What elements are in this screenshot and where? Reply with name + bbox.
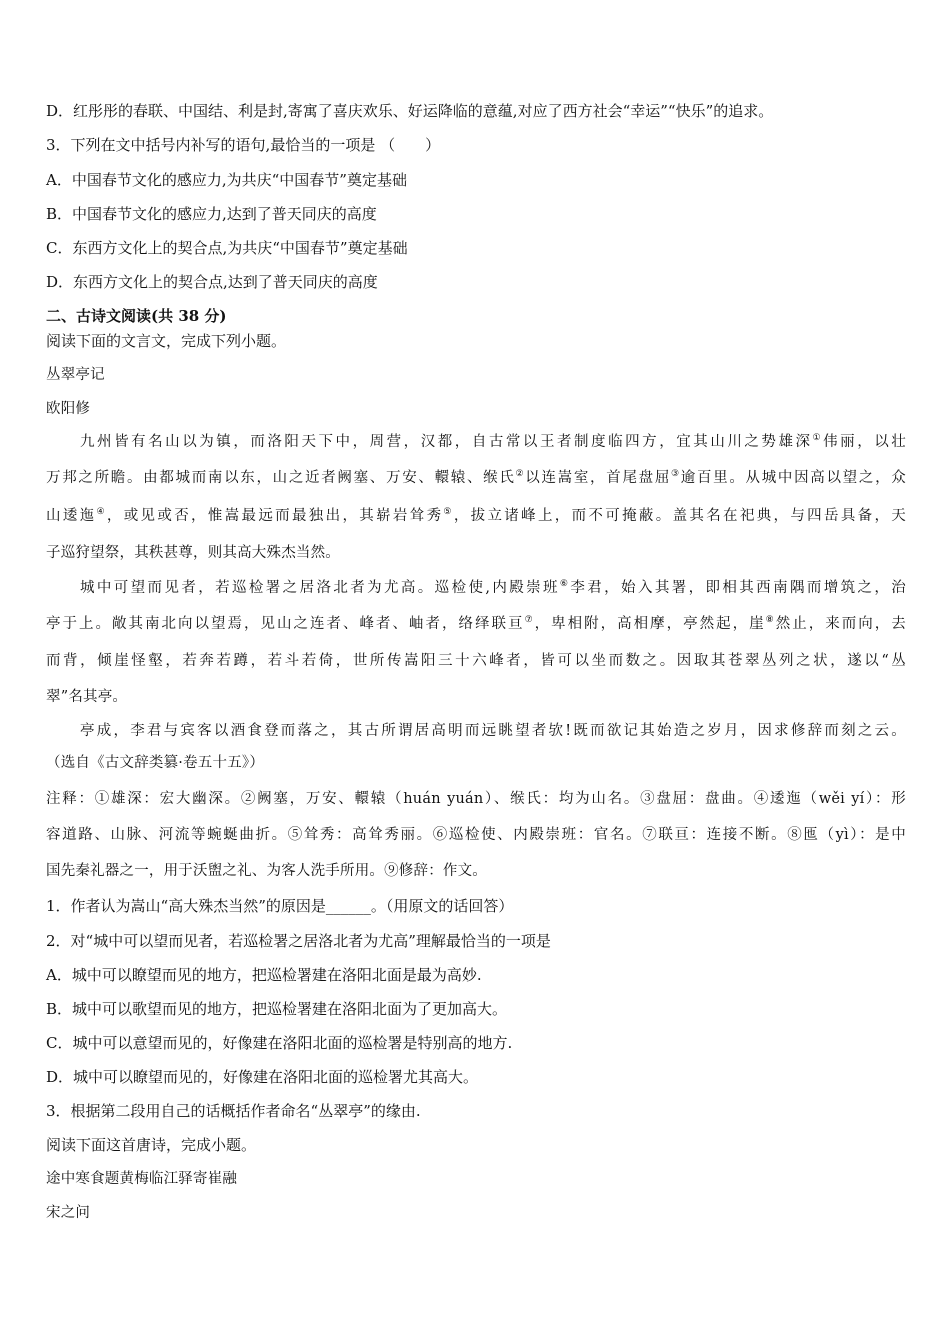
text-span: ，卑相附，高相摩，亭然起，崖	[534, 616, 766, 632]
q3-option-d: D．东西方文化上的契合点,达到了普天同庆的高度	[46, 273, 378, 291]
q3-option-a: A．中国春节文化的感应力,为共庆“中国春节”奠定基础	[46, 171, 407, 189]
essay-para2-line4: 翠”名其亭。	[46, 689, 128, 705]
essay-para3: 亭成，李君与宾客以酒食登而落之，其古所谓居高明而远眺望者欤!既而欲记其始造之岁月，因求修辞而刻之云。	[80, 723, 906, 739]
question-2: 2．对“城中可以望而见者，若巡检署之居洛北者为尤高”理解最恰当的一项是	[46, 932, 551, 950]
footnote-mark: ⑦	[524, 615, 535, 625]
footnote-mark: ③	[671, 469, 681, 479]
notes-line2: 容道路、山脉、河流等蜿蜒曲折。⑤耸秀：高耸秀丽。⑥巡检使、内殿崇班：官名。⑦联亘：连接不断。⑧匜（yì）：是中	[46, 827, 906, 843]
question-2-option-b: B．城中可以歌望而见的地方，把巡检署建在洛阳北面为了更加高大。	[46, 1000, 508, 1018]
question-2-option-d: D．城中可以瞭望而见的，好像建在洛阳北面的巡检署尤其高大。	[46, 1068, 479, 1086]
text-span: 城中可望而见者，若巡检署之居洛北者为尤高。巡检使,内殿崇班	[80, 580, 560, 596]
essay-para1-line4: 子巡狩望祭，其秩甚尊，则其高大殊杰当然。	[46, 545, 340, 561]
essay-author: 欧阳修	[46, 401, 91, 417]
poem-instruction: 阅读下面这首唐诗，完成小题。	[46, 1136, 257, 1154]
text-span: 亭于上。敞其南北向以望焉，见山之连者、峰者、岫者，络绎联亘	[46, 616, 525, 632]
footnote-mark: ①	[812, 433, 824, 443]
text-span: 万邦之所瞻。由都城而南以东，山之近者阙塞、万安、轘辕、缑氏	[46, 470, 516, 486]
essay-para2-line3: 而背，倾崖怪壑，若奔若蹲，若斗若倚，世所传嵩阳三十六峰者，皆可以坐而数之。因取其苍翠丛列之状，遂以“丛	[46, 653, 906, 669]
q3-option-c: C．东西方文化上的契合点,为共庆“中国春节”奠定基础	[46, 239, 408, 257]
poem-author: 宋之问	[46, 1205, 91, 1221]
essay-para1-line3	[46, 505, 906, 527]
essay-para1-line1	[80, 431, 906, 453]
poem-title: 途中寒食题黄梅临江驿寄崔融	[46, 1171, 238, 1187]
footnote-mark: ⑤	[443, 507, 454, 517]
q3-option-b: B．中国春节文化的感应力,达到了普天同庆的高度	[46, 205, 377, 223]
question-2-option-a: A．城中可以瞭望而见的地方，把巡检署建在洛阳北面是最为高妙.	[46, 966, 482, 984]
question-2-option-c: C．城中可以意望而见的，好像建在洛阳北面的巡检署是特别高的地方.	[46, 1034, 513, 1052]
question-1: 1．作者认为嵩山“高大殊杰当然”的原因是______。（用原文的话回答）	[46, 897, 514, 915]
section-instruction: 阅读下面的文言文，完成下列小题。	[46, 332, 287, 350]
text-span: 逾百里。从城中因高以望之，众	[680, 470, 906, 486]
section-heading: 二、古诗文阅读(共 38 分)	[46, 307, 227, 325]
footnote-mark: ②	[515, 469, 526, 479]
essay-source: （选自《古文辞类篡·卷五十五》）	[46, 755, 265, 771]
footnote-mark: ⑧	[765, 615, 776, 625]
text-span: ，拔立诸峰上，而不可掩蔽。盖其名在祀典，与四岳具备，天	[453, 508, 906, 524]
text-span: 山逶迤	[46, 508, 97, 524]
text-span: 九州皆有名山以为镇，而洛阳天下中，周营，汉都，自古常以王者制度临四方，宜其山川之势雄深	[80, 434, 813, 450]
text-span: 然止，来而向，去	[775, 616, 906, 632]
notes-line3: 国先秦礼器之一，用于沃盥之礼、为客人洗手所用。⑨修辞：作文。	[46, 863, 487, 879]
question-3: 3．根据第二段用自己的话概括作者命名“丛翠亭”的缘由.	[46, 1102, 421, 1120]
text-span: ，或见或否，惟嵩最远而最独出，其崭岩耸秀	[106, 508, 444, 524]
essay-title: 丛翠亭记	[46, 367, 105, 383]
essay-para2-line2	[46, 613, 906, 635]
footnote-mark: ④	[96, 507, 107, 517]
q2-option-d: D．红彤彤的春联、中国结、利是封,寄寓了喜庆欢乐、好运降临的意蕴,对应了西方社会“幸运”“快乐”的追求。	[46, 102, 774, 120]
q3-stem: 3．下列在文中括号内补写的语句,最恰当的一项是 （ ）	[46, 136, 441, 154]
footnote-mark: ⑥	[559, 579, 571, 589]
text-span: 李君，始入其署，即相其西南隅而增筑之，治	[570, 580, 906, 596]
essay-para2-line1	[80, 577, 906, 599]
notes-line1: 注释：①雄深：宏大幽深。②阙塞，万安、轘辕（huán yuán）、缑氏：均为山名。③盘屈：盘曲。④逶迤（wěi yí）：形	[46, 791, 906, 807]
text-span: 伟丽，以壮	[823, 434, 906, 450]
text-span: 以连嵩室，首尾盘屈	[525, 470, 672, 486]
essay-para1-line2	[46, 467, 906, 489]
